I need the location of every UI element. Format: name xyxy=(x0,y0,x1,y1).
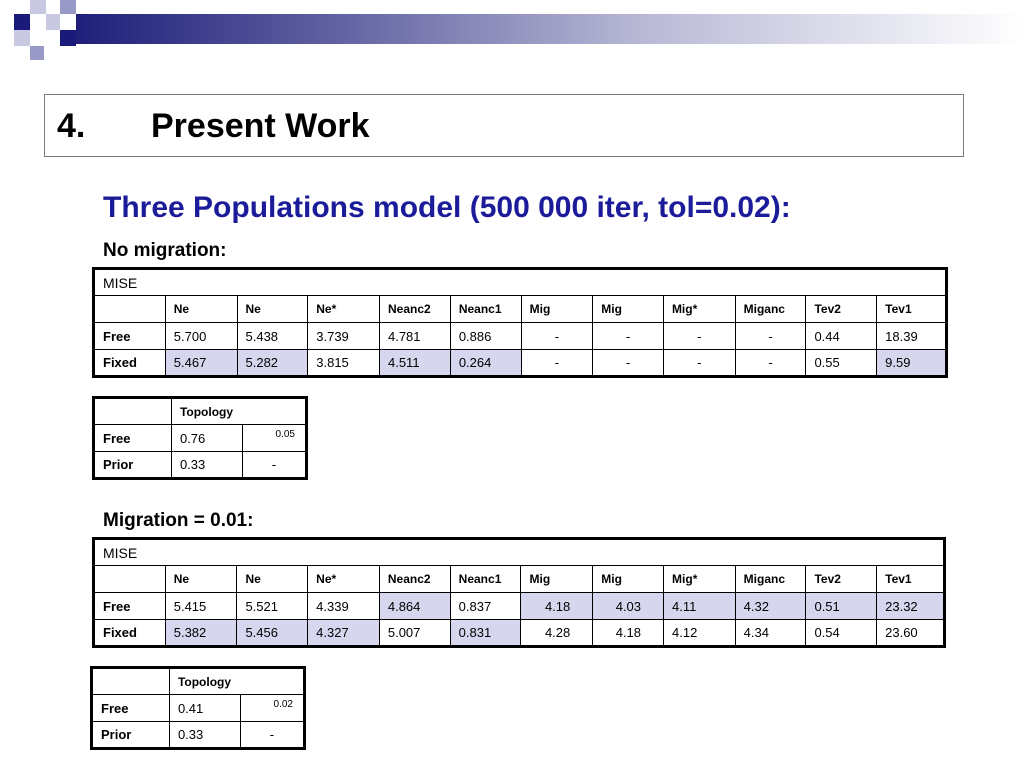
row-label: Prior xyxy=(94,452,172,479)
table-cell: 0.05 xyxy=(242,425,306,452)
table-cell: 0.33 xyxy=(171,452,242,479)
row-label: Free xyxy=(94,425,172,452)
table-cell: - xyxy=(593,350,664,377)
row-label: Prior xyxy=(92,722,170,749)
table-cell: 0.837 xyxy=(450,593,521,620)
decor-square-light xyxy=(14,30,30,46)
table-cell: 3.815 xyxy=(308,350,380,377)
table-cell: - xyxy=(735,350,806,377)
table-cell: 4.339 xyxy=(308,593,380,620)
table-cell: 0.02 xyxy=(240,695,304,722)
table-cell: 0.33 xyxy=(169,722,240,749)
table-cell: 4.32 xyxy=(735,593,806,620)
table-cell: - xyxy=(521,350,593,377)
table-cell: 5.415 xyxy=(165,593,237,620)
header-cell: Miganc xyxy=(735,566,806,593)
table-cell: 4.28 xyxy=(521,620,593,647)
decor-square-light xyxy=(46,14,60,30)
slide-number: 4. xyxy=(57,107,86,145)
table-caption: MISE xyxy=(94,539,945,566)
table-cell: - xyxy=(521,323,593,350)
table-cell: 4.781 xyxy=(379,323,450,350)
header-cell xyxy=(94,398,172,425)
decor-square-dark xyxy=(60,30,76,46)
table-cell: 0.831 xyxy=(450,620,521,647)
table-row xyxy=(94,593,945,620)
table-cell: 0.51 xyxy=(806,593,877,620)
table-row xyxy=(94,452,307,479)
header-cell: Ne xyxy=(237,566,308,593)
table-cell: 3.739 xyxy=(308,323,380,350)
header-cell: Mig xyxy=(521,566,593,593)
header-cell: Neanc1 xyxy=(450,566,521,593)
topology-table-migration xyxy=(90,666,306,750)
table-cell: - xyxy=(735,323,806,350)
table-cell: 5.521 xyxy=(237,593,308,620)
row-label: Free xyxy=(94,323,166,350)
title-box xyxy=(44,94,964,157)
table-caption-row xyxy=(94,539,945,566)
table-cell: 4.327 xyxy=(308,620,380,647)
header-cell: Neanc2 xyxy=(379,566,450,593)
table-cell: 0.264 xyxy=(450,350,521,377)
header-cell xyxy=(94,296,166,323)
mise-table-no-migration xyxy=(92,267,948,378)
row-label: Fixed xyxy=(94,350,166,377)
mise-table-migration xyxy=(92,537,946,648)
header-cell: Mig xyxy=(593,566,664,593)
table-cell: 4.18 xyxy=(593,620,664,647)
table-cell: 0.44 xyxy=(806,323,877,350)
decor-square-light xyxy=(30,0,46,14)
header-cell xyxy=(92,668,170,695)
table-cell: 0.41 xyxy=(169,695,240,722)
table-cell: - xyxy=(663,323,735,350)
header-cell: Miganc xyxy=(735,296,806,323)
topology-table-no-migration xyxy=(92,396,308,480)
header-cell: Tev2 xyxy=(806,296,877,323)
header-cell: Neanc2 xyxy=(379,296,450,323)
table-cell: 4.12 xyxy=(664,620,736,647)
table-cell: 5.282 xyxy=(237,350,308,377)
table-cell: 5.467 xyxy=(165,350,237,377)
table-row xyxy=(94,425,307,452)
table-cell: 23.32 xyxy=(877,593,945,620)
header-cell: Mig xyxy=(593,296,664,323)
table-cell: - xyxy=(593,323,664,350)
table-caption: MISE xyxy=(94,269,947,296)
section-heading-migration: Migration = 0.01: xyxy=(103,510,254,531)
table-header-row xyxy=(94,398,307,425)
table-row xyxy=(94,350,947,377)
table-header-row xyxy=(92,668,305,695)
table-cell: 5.007 xyxy=(379,620,450,647)
table-header-row xyxy=(94,566,945,593)
table-cell: - xyxy=(240,722,304,749)
row-label: Free xyxy=(94,593,166,620)
table-cell: 4.11 xyxy=(664,593,736,620)
row-label: Fixed xyxy=(94,620,166,647)
header-cell: Tev1 xyxy=(877,566,945,593)
table-cell: 4.03 xyxy=(593,593,664,620)
table-row xyxy=(94,323,947,350)
header-cell: Ne xyxy=(165,296,237,323)
table-cell: - xyxy=(242,452,306,479)
table-cell: 9.59 xyxy=(877,350,947,377)
table-cell: 5.700 xyxy=(165,323,237,350)
header-cell: Topology xyxy=(171,398,306,425)
decor-square-mid xyxy=(30,46,44,60)
table-cell: 4.18 xyxy=(521,593,593,620)
table-cell: 5.456 xyxy=(237,620,308,647)
header-cell: Ne* xyxy=(308,296,380,323)
table-cell: 5.382 xyxy=(165,620,237,647)
header-gradient-bar xyxy=(76,14,1024,44)
table-cell: 18.39 xyxy=(877,323,947,350)
header-cell: Ne xyxy=(237,296,308,323)
header-cell: Tev2 xyxy=(806,566,877,593)
table-cell: 23.60 xyxy=(877,620,945,647)
subtitle: Three Populations model (500 000 iter, tol=0.02): xyxy=(103,191,791,224)
table-row xyxy=(92,695,305,722)
table-cell: 4.34 xyxy=(735,620,806,647)
header-cell: Tev1 xyxy=(877,296,947,323)
table-cell: 0.76 xyxy=(171,425,242,452)
table-row xyxy=(94,620,945,647)
table-caption-row xyxy=(94,269,947,296)
table-cell: 4.864 xyxy=(379,593,450,620)
header-cell: Topology xyxy=(169,668,304,695)
decor-square-mid xyxy=(60,0,76,14)
table-cell: 0.55 xyxy=(806,350,877,377)
header-cell: Mig* xyxy=(664,566,736,593)
header-cell: Neanc1 xyxy=(450,296,521,323)
table-cell: - xyxy=(663,350,735,377)
table-cell: 5.438 xyxy=(237,323,308,350)
page-title: Present Work xyxy=(151,107,370,145)
section-heading-no-migration: No migration: xyxy=(103,240,227,261)
table-cell: 4.511 xyxy=(379,350,450,377)
table-header-row xyxy=(94,296,947,323)
header-cell: Mig* xyxy=(663,296,735,323)
header-cell: Ne xyxy=(165,566,237,593)
table-cell: 0.886 xyxy=(450,323,521,350)
table-row xyxy=(92,722,305,749)
table-cell: 0.54 xyxy=(806,620,877,647)
header-cell: Mig xyxy=(521,296,593,323)
header-cell: Ne* xyxy=(308,566,380,593)
header-cell xyxy=(94,566,166,593)
row-label: Free xyxy=(92,695,170,722)
decor-square-dark xyxy=(14,14,30,30)
